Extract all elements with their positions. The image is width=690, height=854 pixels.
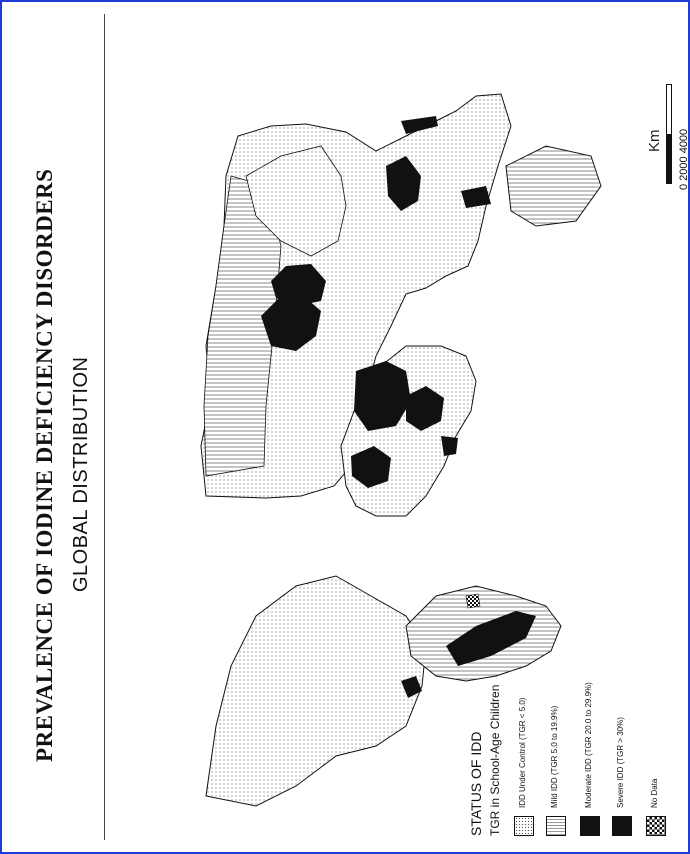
no-data-region [466,594,480,608]
legend-label-under-control: IDD Under Control (TGR < 5.0) [518,697,527,808]
north-america [206,576,426,806]
legend-label-mild: Mild IDD (TGR 5.0 to 19.9%) [550,705,559,808]
scale-ticks: 0 2000 4000 [678,128,690,190]
australia [506,146,601,226]
swatch-severe [612,816,632,836]
swatch-checker [646,816,666,836]
world-map [106,26,666,826]
title-panel [14,14,105,840]
swatch-moderate [580,816,600,836]
map-title: PREVALENCE OF IODINE DEFICIENCY DISORDERS [32,168,57,762]
legend-label-moderate: Moderate IDD (TGR 20.0 to 29.9%) [584,682,593,808]
legend-title: STATUS OF IDD [468,731,484,836]
legend-label-severe: Severe IDD (TGR > 30%) [616,717,625,808]
map-sheet [14,14,690,840]
swatch-lines [546,816,566,836]
scale-unit: Km [646,129,663,152]
legend-subtitle: TGR in School-Age Children [488,684,502,836]
map-subtitle: GLOBAL DISTRIBUTION [70,356,92,592]
scale-bar [666,84,672,184]
legend-label-no-data: No Data [650,778,659,808]
swatch-dots [514,816,534,836]
